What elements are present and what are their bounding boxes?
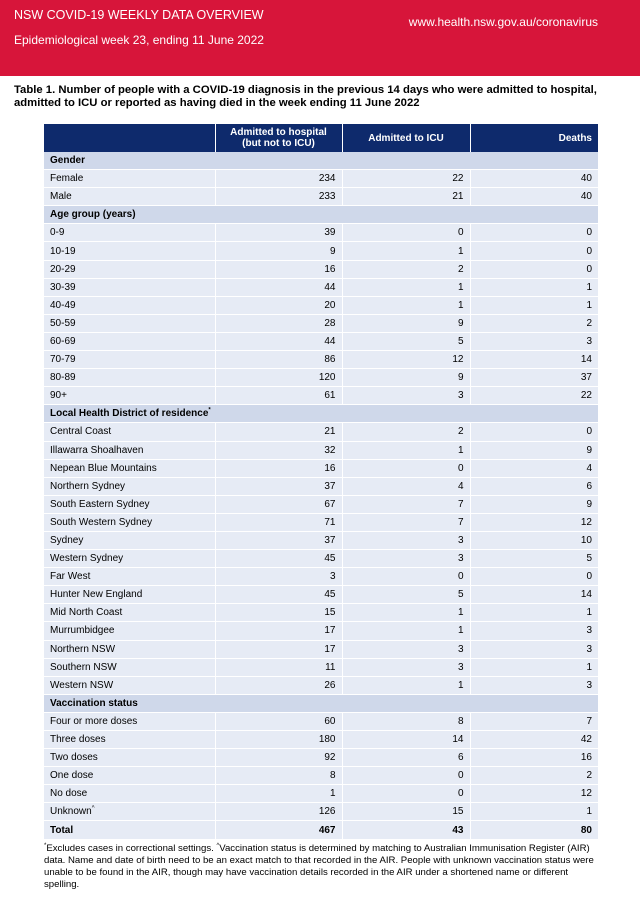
cell-icu: 22: [342, 170, 470, 188]
row-label: [44, 712, 215, 730]
cell-deaths: 37: [470, 369, 598, 387]
cell-icu: 9: [342, 314, 470, 332]
table-caption: Table 1. Number of people with a COVID-19 diagnosis in the previous 14 days who were admitted to hospital, admitted to ICU or reported as having died in the week ending 11 June 2022: [14, 84, 597, 109]
cell-icu: 1: [342, 622, 470, 640]
row-label-text: Nepean Blue Mountains: [50, 462, 157, 474]
row-label-text: 20-29: [50, 263, 76, 275]
section-label-text: Age group (years): [50, 209, 136, 221]
footnote-mark-caret: ^: [216, 842, 220, 849]
cell-icu: 1: [342, 242, 470, 260]
cell-deaths: 0: [470, 242, 598, 260]
row-label: [44, 531, 215, 549]
cell-deaths: 1: [470, 296, 598, 314]
cell-hospital: 16: [215, 459, 342, 477]
table-row: [44, 712, 598, 730]
cell-icu: 0: [342, 224, 470, 242]
section-label: [44, 694, 598, 712]
cell-deaths: 16: [470, 749, 598, 767]
cell-deaths: 42: [470, 731, 598, 749]
cell-deaths: 0: [470, 260, 598, 278]
section-label: [44, 206, 598, 224]
row-label-text: Murrumbidgee: [50, 625, 115, 637]
cell-deaths: 5: [470, 550, 598, 568]
row-label-text: Far West: [50, 571, 91, 583]
cell-icu: 5: [342, 332, 470, 350]
row-label-text: Illawarra Shoalhaven: [50, 444, 144, 456]
row-label-text: 40-49: [50, 299, 76, 311]
row-label-text: Female: [50, 173, 84, 185]
row-label-text: Two doses: [50, 752, 98, 764]
section-label-text: Vaccination status: [50, 697, 138, 709]
row-label-text: Central Coast: [50, 426, 112, 438]
table-row: [44, 314, 598, 332]
section-label: [44, 405, 598, 423]
row-label: [44, 676, 215, 694]
cell-icu: 1: [342, 296, 470, 314]
cell-hospital: 32: [215, 441, 342, 459]
row-label: [44, 224, 215, 242]
total-hospital: 467: [215, 821, 342, 839]
cell-deaths: 10: [470, 531, 598, 549]
report-subtitle: Epidemiological week 23, ending 11 June 2022: [14, 33, 264, 47]
website-link[interactable]: www.health.nsw.gov.au/coronavirus: [408, 15, 598, 29]
table-row: [44, 224, 598, 242]
header-icu: Admitted to ICU: [342, 124, 470, 152]
row-label-text: 70-79: [50, 354, 76, 366]
cell-icu: 12: [342, 351, 470, 369]
cell-deaths: 14: [470, 351, 598, 369]
section-label: [44, 152, 598, 170]
section-row-gender: [44, 152, 598, 170]
footnote-correctional: Excludes cases in correctional settings.: [46, 843, 217, 854]
header-hospital: [215, 124, 342, 152]
table-row: [44, 242, 598, 260]
row-label-text: 30-39: [50, 281, 76, 293]
total-row: [44, 821, 598, 839]
cell-hospital: 71: [215, 513, 342, 531]
cell-deaths: 4: [470, 459, 598, 477]
cell-hospital: 39: [215, 224, 342, 242]
row-label-text: 80-89: [50, 372, 76, 384]
table-row: [44, 604, 598, 622]
table-row: [44, 441, 598, 459]
cell-icu: 0: [342, 568, 470, 586]
cell-deaths: 12: [470, 785, 598, 803]
cell-deaths: 22: [470, 387, 598, 405]
row-label: [44, 803, 215, 821]
table-row: [44, 170, 598, 188]
cell-icu: 5: [342, 586, 470, 604]
cell-icu: 1: [342, 441, 470, 459]
table-row: [44, 568, 598, 586]
header-hospital-line1: Admitted to hospital: [230, 127, 327, 138]
cell-hospital: 37: [215, 531, 342, 549]
table-row: [44, 513, 598, 531]
cell-hospital: 3: [215, 568, 342, 586]
cell-hospital: 15: [215, 604, 342, 622]
table-row: [44, 658, 598, 676]
table-row: [44, 495, 598, 513]
cell-deaths: 9: [470, 441, 598, 459]
cell-deaths: 6: [470, 477, 598, 495]
row-label: [44, 423, 215, 441]
table-row: [44, 640, 598, 658]
row-label-text: Western Sydney: [50, 553, 124, 565]
cell-deaths: 3: [470, 676, 598, 694]
cell-icu: 2: [342, 423, 470, 441]
row-label: [44, 767, 215, 785]
cell-deaths: 1: [470, 278, 598, 296]
row-label-text: One dose: [50, 770, 94, 782]
table-row: [44, 459, 598, 477]
row-label: [44, 495, 215, 513]
cell-deaths: 0: [470, 423, 598, 441]
row-label-text: South Eastern Sydney: [50, 498, 150, 510]
cell-hospital: 126: [215, 803, 342, 821]
cell-hospital: 16: [215, 260, 342, 278]
cell-hospital: 45: [215, 586, 342, 604]
cell-icu: 0: [342, 785, 470, 803]
row-label: [44, 640, 215, 658]
table-row: [44, 332, 598, 350]
row-label: [44, 731, 215, 749]
cell-deaths: 0: [470, 224, 598, 242]
footnote-mark: ^: [91, 806, 95, 813]
cell-deaths: 9: [470, 495, 598, 513]
table-row: [44, 296, 598, 314]
cell-hospital: 180: [215, 731, 342, 749]
row-label: [44, 314, 215, 332]
cell-icu: 14: [342, 731, 470, 749]
header-hospital-line2: (but not to ICU): [242, 138, 315, 149]
cell-icu: 3: [342, 531, 470, 549]
table-row: [44, 188, 598, 206]
cell-hospital: 234: [215, 170, 342, 188]
table-row: [44, 785, 598, 803]
total-deaths: 80: [470, 821, 598, 839]
table-row: [44, 803, 598, 821]
cell-hospital: 120: [215, 369, 342, 387]
cell-deaths: 14: [470, 586, 598, 604]
cell-deaths: 40: [470, 188, 598, 206]
row-label: [44, 332, 215, 350]
cell-icu: 15: [342, 803, 470, 821]
footnote-vaccination: Vaccination status is determined by matching to Australian Immunisation Register (AIR) data. Name and date of birth need to be an exact match to that recorded in the AIR. People with unknown vaccination status were unable to be found in the AIR, though may have vaccination details recorded in the AIR under a shortened name or different spelling.: [44, 843, 594, 890]
footnote-mark: *: [208, 408, 211, 415]
table-row: [44, 586, 598, 604]
row-label: [44, 749, 215, 767]
row-label: [44, 658, 215, 676]
cell-deaths: 3: [470, 640, 598, 658]
row-label: [44, 586, 215, 604]
cell-icu: 7: [342, 495, 470, 513]
covid-admissions-table: [44, 124, 598, 840]
row-label: [44, 459, 215, 477]
cell-hospital: 61: [215, 387, 342, 405]
cell-icu: 6: [342, 749, 470, 767]
cell-hospital: 11: [215, 658, 342, 676]
table-row: [44, 260, 598, 278]
cell-hospital: 233: [215, 188, 342, 206]
cell-icu: 0: [342, 767, 470, 785]
cell-deaths: 12: [470, 513, 598, 531]
cell-deaths: 3: [470, 622, 598, 640]
row-label-text: Mid North Coast: [50, 607, 123, 619]
cell-deaths: 7: [470, 712, 598, 730]
section-row-age: [44, 206, 598, 224]
table-body: [44, 152, 598, 839]
row-label-text: Northern NSW: [50, 643, 116, 655]
table-row: [44, 731, 598, 749]
row-label: [44, 387, 215, 405]
row-label: [44, 513, 215, 531]
cell-icu: 3: [342, 387, 470, 405]
cell-hospital: 86: [215, 351, 342, 369]
cell-icu: 9: [342, 369, 470, 387]
section-row-lhd: [44, 405, 598, 423]
row-label: [44, 242, 215, 260]
section-row-vacc: [44, 694, 598, 712]
table-row: [44, 369, 598, 387]
row-label-text: South Western Sydney: [50, 516, 153, 528]
row-label: [44, 604, 215, 622]
cell-icu: 3: [342, 640, 470, 658]
cell-deaths: 1: [470, 658, 598, 676]
row-label: [44, 170, 215, 188]
cell-icu: 1: [342, 278, 470, 296]
table-row: [44, 749, 598, 767]
row-label: [44, 441, 215, 459]
row-label: [44, 550, 215, 568]
cell-hospital: 45: [215, 550, 342, 568]
cell-hospital: 8: [215, 767, 342, 785]
cell-deaths: 40: [470, 170, 598, 188]
row-label-text: Northern Sydney: [50, 480, 126, 492]
cell-icu: 3: [342, 550, 470, 568]
cell-icu: 7: [342, 513, 470, 531]
cell-hospital: 92: [215, 749, 342, 767]
cell-icu: 3: [342, 658, 470, 676]
table-row: [44, 387, 598, 405]
cell-deaths: 0: [470, 568, 598, 586]
footnote-mark-star: *: [44, 842, 47, 849]
table-row: [44, 676, 598, 694]
section-label-text: Local Health District of residence: [50, 408, 209, 420]
report-title: NSW COVID-19 WEEKLY DATA OVERVIEW: [14, 8, 264, 22]
cell-hospital: 1: [215, 785, 342, 803]
table-header-row: [44, 124, 598, 152]
cell-hospital: 28: [215, 314, 342, 332]
row-label-text: Unknown: [50, 806, 92, 818]
row-label: [44, 477, 215, 495]
row-label-text: 90+: [50, 390, 67, 402]
table-row: [44, 531, 598, 549]
cell-icu: 8: [342, 712, 470, 730]
table-row: [44, 767, 598, 785]
cell-hospital: 60: [215, 712, 342, 730]
header-deaths: Deaths: [470, 124, 598, 152]
row-label-text: Sydney: [50, 535, 84, 547]
section-label-text: Gender: [50, 155, 86, 167]
table-row: [44, 278, 598, 296]
cell-icu: 0: [342, 459, 470, 477]
cell-hospital: 17: [215, 640, 342, 658]
cell-icu: 4: [342, 477, 470, 495]
total-label: Total: [44, 821, 215, 839]
header-banner: [0, 0, 640, 76]
cell-hospital: 67: [215, 495, 342, 513]
cell-hospital: 21: [215, 423, 342, 441]
cell-hospital: 37: [215, 477, 342, 495]
row-label: [44, 622, 215, 640]
cell-hospital: 9: [215, 242, 342, 260]
cell-deaths: 2: [470, 314, 598, 332]
row-label-text: 10-19: [50, 245, 76, 257]
row-label: [44, 369, 215, 387]
row-label-text: Western NSW: [50, 679, 114, 691]
row-label-text: Southern NSW: [50, 661, 117, 673]
cell-deaths: 1: [470, 803, 598, 821]
cell-icu: 1: [342, 604, 470, 622]
cell-icu: 21: [342, 188, 470, 206]
row-label: [44, 188, 215, 206]
table-row: [44, 423, 598, 441]
row-label: [44, 296, 215, 314]
row-label: [44, 568, 215, 586]
row-label-text: Four or more doses: [50, 715, 138, 727]
cell-deaths: 2: [470, 767, 598, 785]
cell-deaths: 3: [470, 332, 598, 350]
total-icu: 43: [342, 821, 470, 839]
table-row: [44, 351, 598, 369]
cell-deaths: 1: [470, 604, 598, 622]
table-row: [44, 622, 598, 640]
table-row: [44, 477, 598, 495]
row-label-text: Three doses: [50, 734, 106, 746]
header-blank: [44, 124, 215, 152]
row-label-text: No dose: [50, 788, 88, 800]
cell-icu: 2: [342, 260, 470, 278]
footnotes: [44, 843, 604, 891]
cell-hospital: 17: [215, 622, 342, 640]
row-label: [44, 278, 215, 296]
row-label: [44, 785, 215, 803]
row-label-text: Male: [50, 191, 72, 203]
row-label: [44, 260, 215, 278]
cell-hospital: 26: [215, 676, 342, 694]
table-row: [44, 550, 598, 568]
cell-hospital: 44: [215, 278, 342, 296]
row-label-text: 60-69: [50, 335, 76, 347]
row-label-text: 50-59: [50, 317, 76, 329]
row-label-text: Hunter New England: [50, 589, 143, 601]
row-label: [44, 351, 215, 369]
cell-hospital: 44: [215, 332, 342, 350]
row-label-text: 0-9: [50, 227, 65, 239]
cell-icu: 1: [342, 676, 470, 694]
cell-hospital: 20: [215, 296, 342, 314]
